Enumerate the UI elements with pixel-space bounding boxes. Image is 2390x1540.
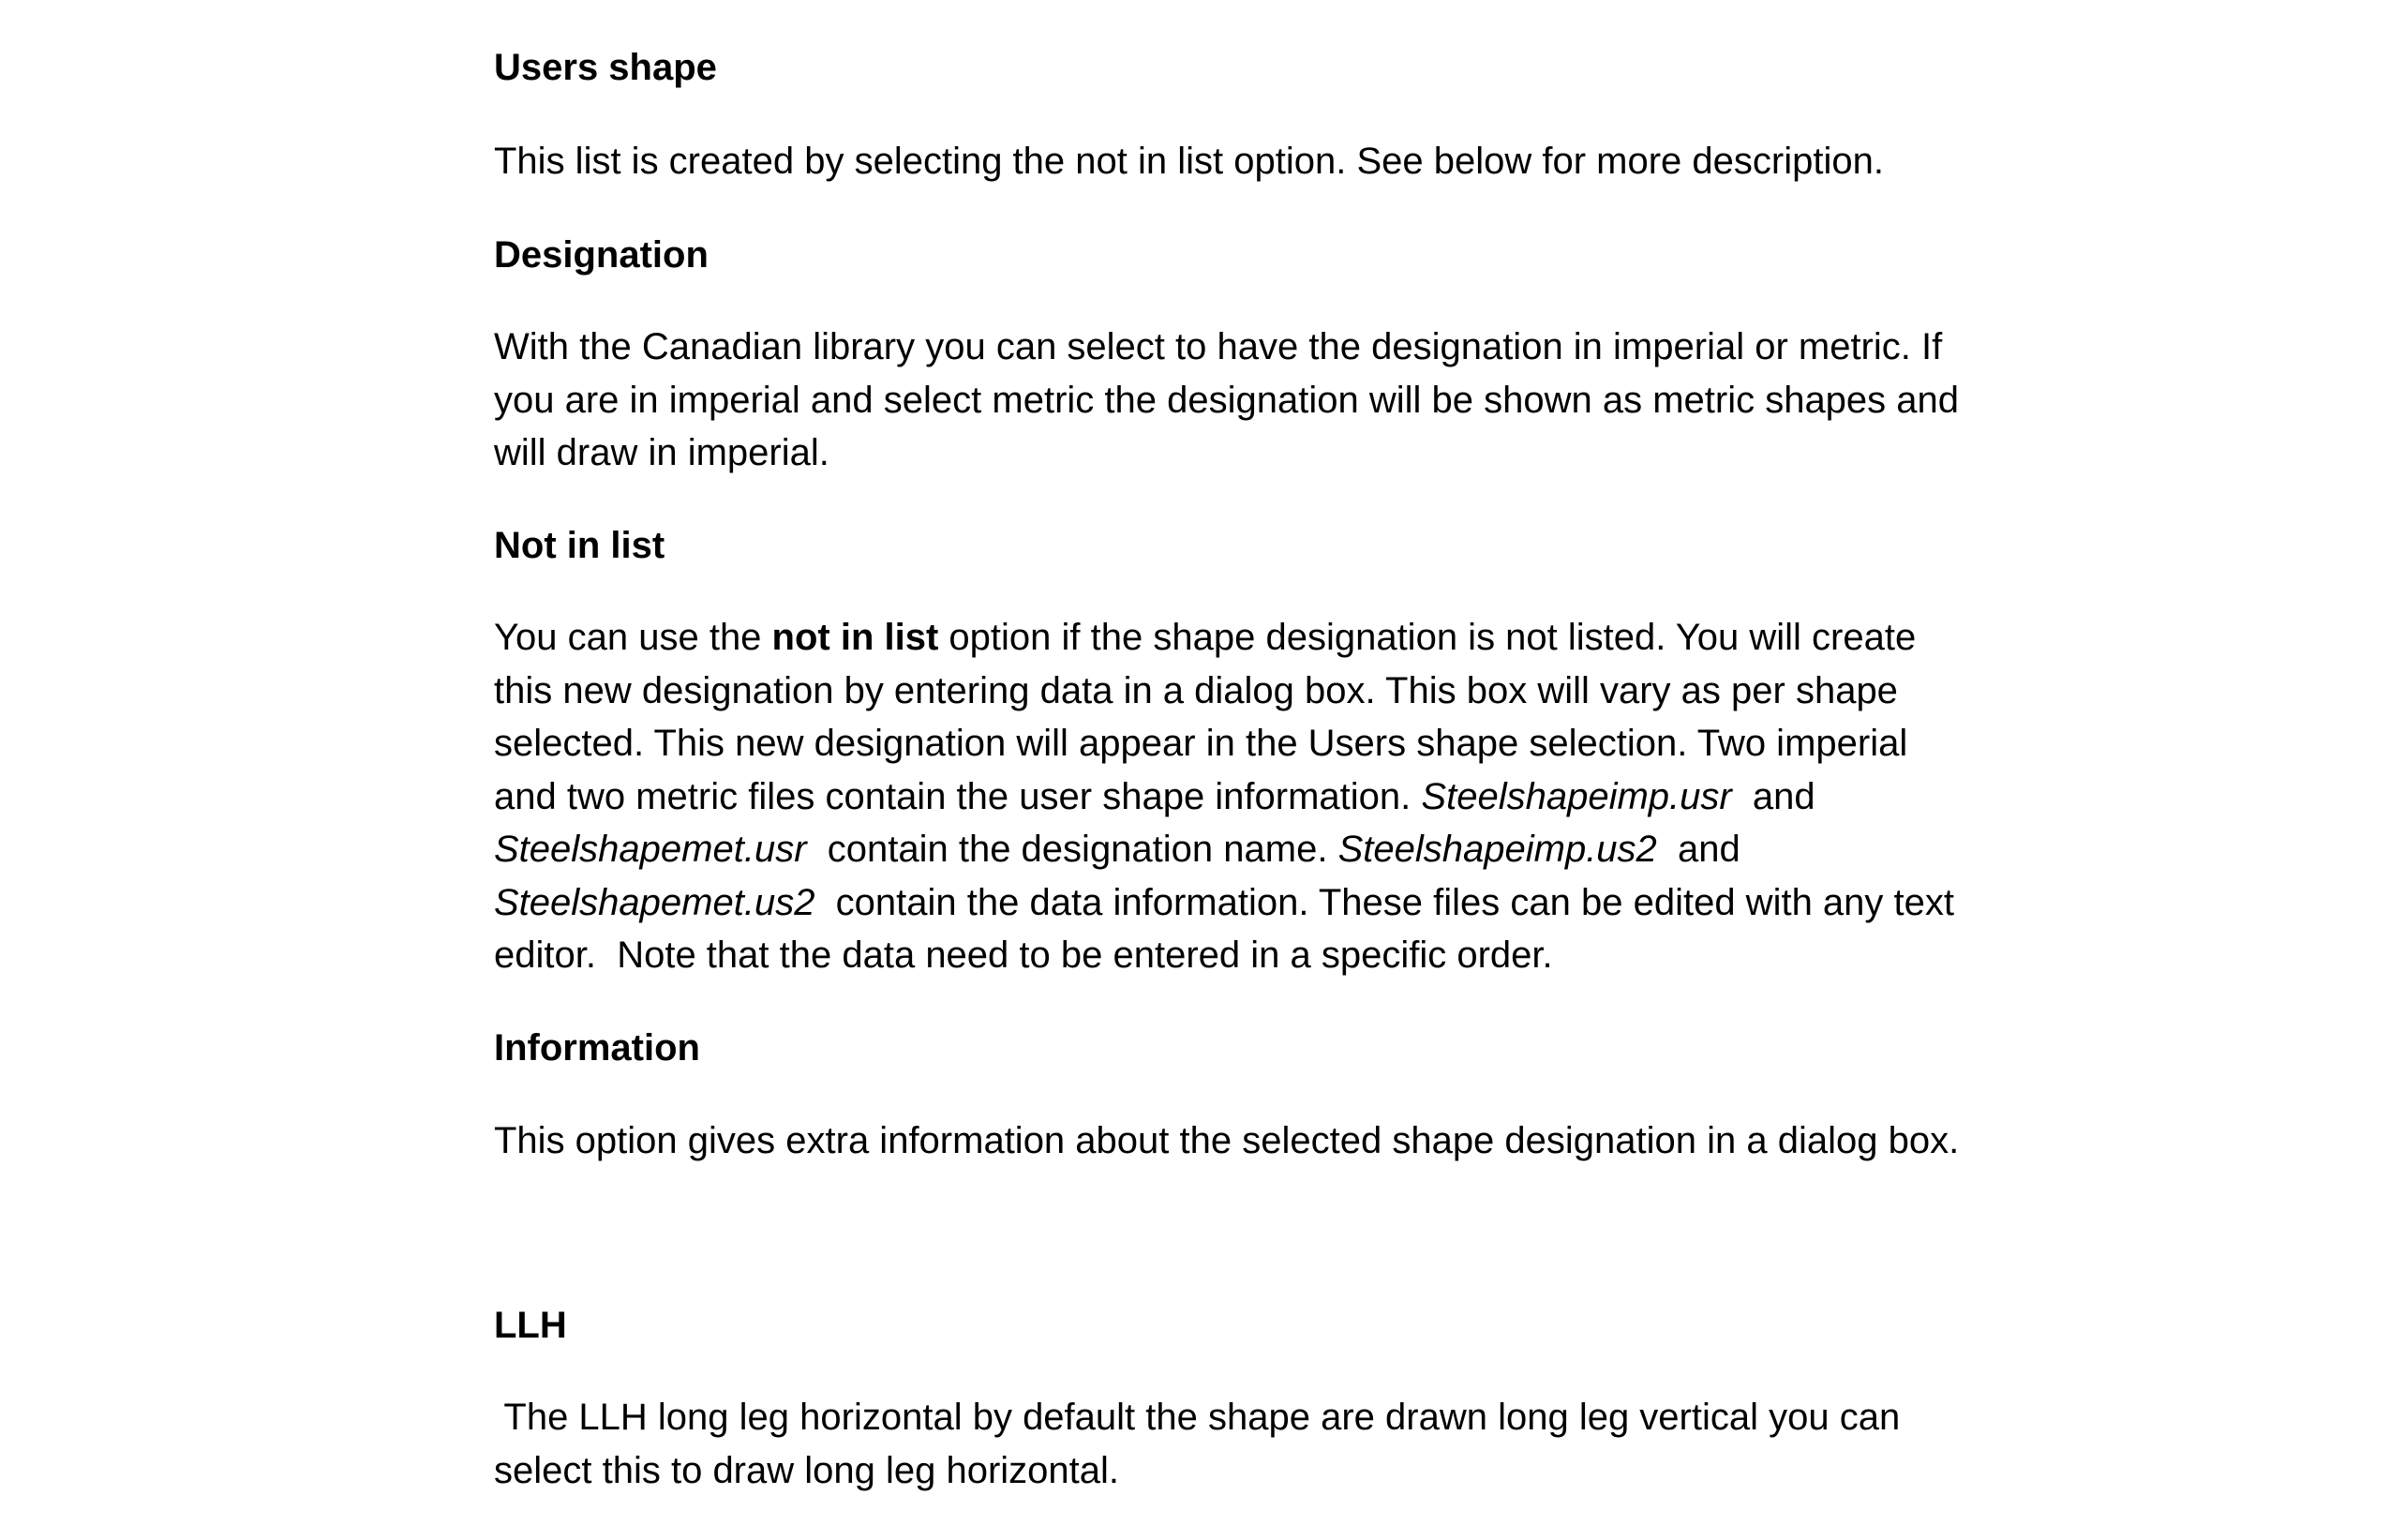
paragraph-line bbox=[494, 611, 2078, 665]
paragraph-line: will draw in imperial. bbox=[494, 432, 829, 473]
text-run: and bbox=[1731, 775, 1815, 817]
paragraph-line: select this to draw long leg horizontal. bbox=[494, 1449, 1120, 1491]
paragraph-line bbox=[494, 876, 2078, 930]
filename-steelshapeimp-us2: Steelshapeimp.us2 bbox=[1337, 829, 1657, 870]
filename-steelshapeimp-usr: Steelshapeimp.usr bbox=[1421, 775, 1732, 817]
text-run: You can use the bbox=[494, 617, 772, 658]
heading-llh: LLH bbox=[494, 1305, 567, 1346]
paragraph-not-in-list bbox=[494, 611, 2078, 982]
text-run: contain the data information. These files can be edited with any text bbox=[814, 881, 1954, 923]
paragraph-line: With the Canadian library you can select to have the designation in imperial or metric. If bbox=[494, 326, 1943, 367]
paragraph-line bbox=[494, 770, 2078, 824]
heading-information: Information bbox=[494, 1027, 700, 1069]
text-run: option if the shape designation is not listed. You will create bbox=[938, 617, 1917, 658]
text-run: and bbox=[1656, 829, 1740, 870]
heading-not-in-list: Not in list bbox=[494, 525, 665, 566]
paragraph-line: This list is created by selecting the not in list option. See below for more description. bbox=[494, 141, 1884, 182]
filename-steelshapemet-usr: Steelshapemet.usr bbox=[494, 829, 807, 870]
paragraph-llh bbox=[494, 1391, 2078, 1497]
paragraph-line: editor. Note that the data need to be entered in a specific order. bbox=[494, 934, 1553, 976]
text-run: contain the designation name. bbox=[806, 829, 1338, 870]
paragraph-designation bbox=[494, 321, 2078, 480]
paragraph-line: this new designation by entering data in a dialog box. This box will vary as per shape bbox=[494, 669, 1898, 711]
filename-steelshapemet-us2: Steelshapemet.us2 bbox=[494, 881, 815, 923]
heading-designation: Designation bbox=[494, 234, 709, 276]
paragraph-information bbox=[494, 1114, 2078, 1168]
heading-users-shape: Users shape bbox=[494, 47, 717, 88]
paragraph-line bbox=[494, 823, 2078, 876]
paragraph-line: selected. This new designation will appear in the Users shape selection. Two imperial bbox=[494, 723, 1908, 764]
text-run: and two metric files contain the user shape information. bbox=[494, 775, 1422, 817]
paragraph-line: This option gives extra information about the selected shape designation in a dialog box. bbox=[494, 1120, 1960, 1161]
paragraph-users-shape bbox=[494, 135, 2078, 188]
paragraph-line: The LLH long leg horizontal by default the shape are drawn long leg vertical you can bbox=[494, 1397, 1901, 1438]
bold-term-not-in-list: not in list bbox=[771, 617, 939, 658]
paragraph-line: you are in imperial and select metric the designation will be shown as metric shapes and bbox=[494, 379, 1960, 421]
